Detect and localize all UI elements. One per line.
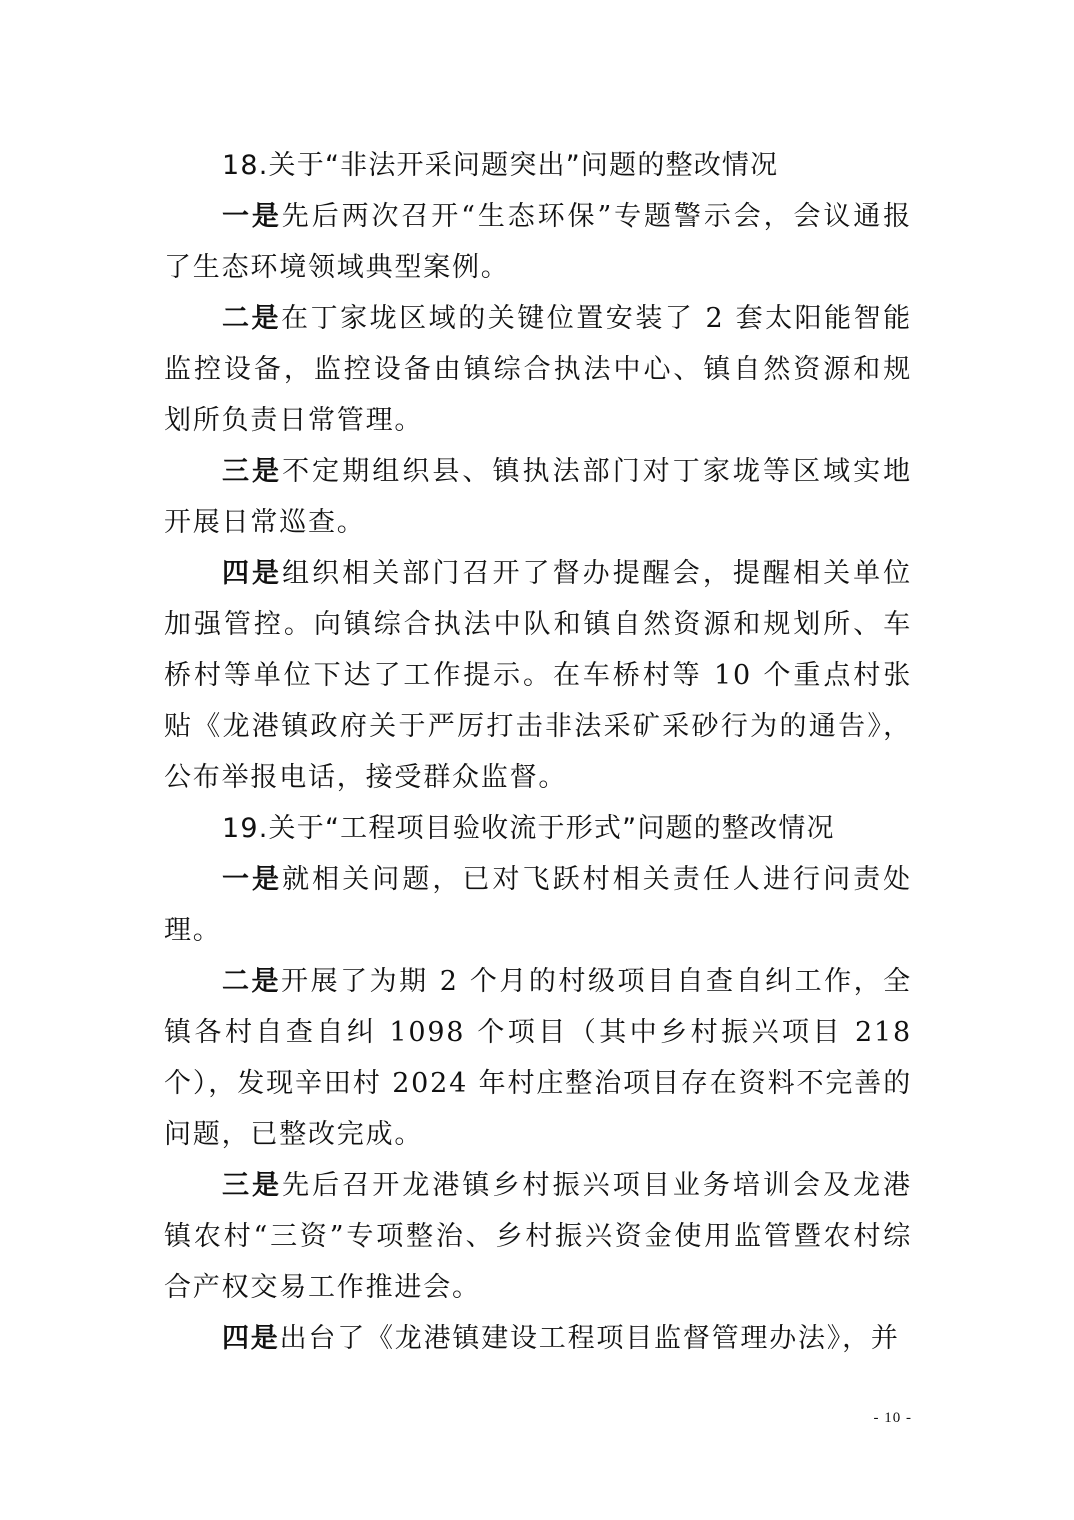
section-18-item-1 <box>164 191 912 293</box>
item-text: 就相关问题，已对飞跃村相关责任人进行问责处理。 <box>164 864 912 946</box>
item-text: 出台了《龙港镇建设工程项目监督管理办法》，并 <box>279 1323 900 1354</box>
document-body <box>164 140 912 1364</box>
item-text: 在丁家垅区域的关键位置安装了 2 套太阳能智能监控设备，监控设备由镇综合执法中心、镇自然资源和规划所负责日常管理。 <box>164 303 912 436</box>
section-18-heading: 18.关于“非法开采问题突出”问题的整改情况 <box>222 150 779 181</box>
section-18-item-2 <box>164 293 912 446</box>
section-18-item-3 <box>164 446 912 548</box>
item-text: 开展了为期 2 个月的村级项目自查自纠工作，全镇各村自查自纠 1098 个项目（其中乡村振兴项目 218 个），发现辛田村 2024 年村庄整治项目存在资料不完善的问题，已整改完成。 <box>164 966 912 1150</box>
section-19-item-3 <box>164 1160 912 1313</box>
page-number: - 10 - <box>873 1410 912 1426</box>
section-19-heading: 19.关于“工程项目验收流于形式”问题的整改情况 <box>222 813 835 844</box>
item-text: 先后两次召开“生态环保”专题警示会，会议通报了生态环境领域典型案例。 <box>164 201 912 283</box>
item-lead: 四是 <box>222 558 283 589</box>
item-lead: 一是 <box>222 864 283 895</box>
section-19-item-2 <box>164 956 912 1160</box>
item-lead: 三是 <box>222 1170 283 1201</box>
item-lead: 二是 <box>222 966 282 997</box>
item-text: 组织相关部门召开了督办提醒会，提醒相关单位加强管控。向镇综合执法中队和镇自然资源和规划所、车桥村等单位下达了工作提示。在车桥村等 10 个重点村张贴《龙港镇政府关于严厉打击非法采矿采砂行为的通告》，公布举报电话，接受群众监督。 <box>164 558 912 793</box>
item-lead: 三是 <box>222 456 283 487</box>
item-text: 先后召开龙港镇乡村振兴项目业务培训会及龙港镇农村“三资”专项整治、乡村振兴资金使用监管暨农村综合产权交易工作推进会。 <box>164 1170 912 1303</box>
section-19-item-4 <box>164 1313 912 1364</box>
section-18-item-4 <box>164 548 912 803</box>
item-lead: 二是 <box>222 303 282 334</box>
item-lead: 四是 <box>222 1323 280 1354</box>
item-lead: 一是 <box>222 201 282 232</box>
item-text: 不定期组织县、镇执法部门对丁家垅等区域实地开展日常巡查。 <box>164 456 912 538</box>
section-19-item-1 <box>164 854 912 956</box>
